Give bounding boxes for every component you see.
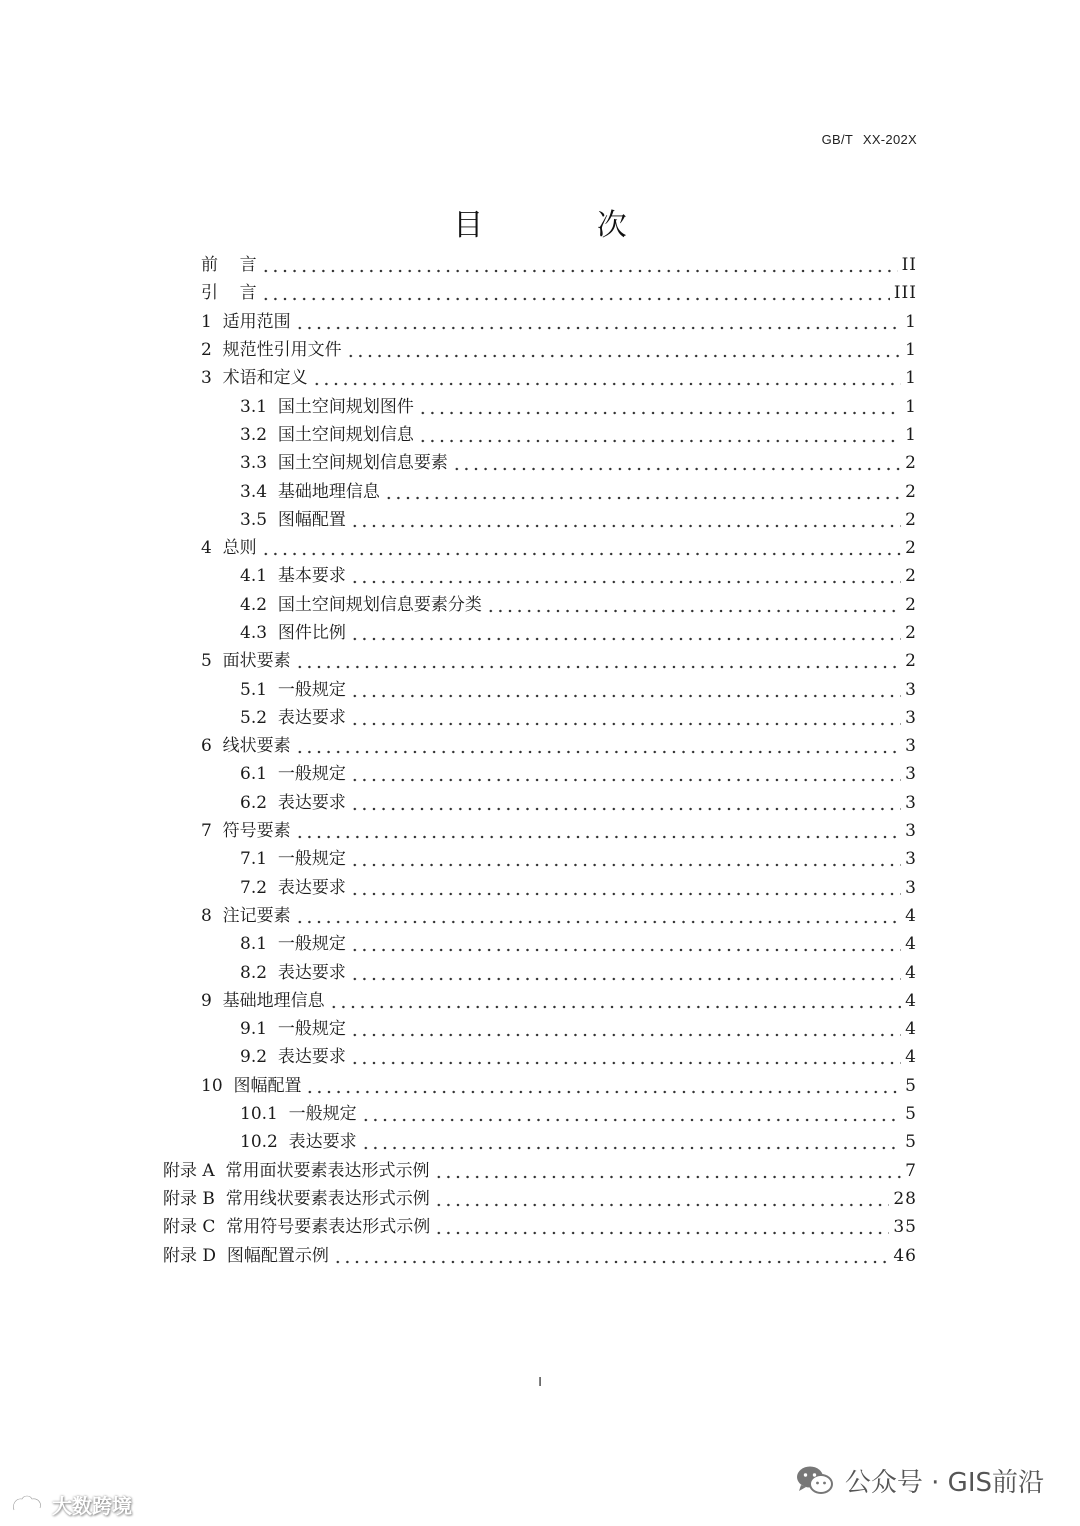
toc-entry-page: 3	[905, 679, 917, 700]
toc-entry[interactable]	[0, 647, 917, 675]
dot-leader	[312, 364, 902, 392]
toc-entry-page: 1	[905, 368, 917, 389]
toc-entry[interactable]	[0, 817, 917, 845]
toc-entry-label: 附录 B 常用线状要素表达形式示例	[163, 1188, 430, 1209]
toc-entry-label: 6 线状要素	[201, 736, 291, 757]
dot-leader	[295, 732, 902, 760]
toc-entry-label: 附录 D 图幅配置示例	[163, 1245, 329, 1266]
dot-leader	[350, 760, 901, 788]
dot-leader	[350, 704, 901, 732]
toc-entry-page: II	[901, 255, 917, 276]
toc-entry-page: 3	[905, 821, 917, 842]
toc-entry[interactable]	[0, 1241, 917, 1269]
toc-entry-page: III	[893, 283, 917, 304]
toc-entry-label: 前 言	[201, 255, 257, 276]
toc-entry-label: 3.4 基础地理信息	[240, 481, 380, 502]
toc-title: 目 次	[453, 208, 679, 243]
toc-entry[interactable]	[0, 506, 917, 534]
dot-leader	[350, 676, 901, 704]
toc-entry-page: 2	[905, 623, 917, 643]
toc-entry[interactable]	[0, 1015, 917, 1043]
dot-leader	[486, 591, 901, 619]
toc-entry-label: 3.2 国土空间规划信息	[240, 424, 414, 445]
toc-entry-label: 7.1 一般规定	[240, 849, 346, 870]
toc-entry-label: 附录 A 常用面状要素表达形式示例	[163, 1160, 430, 1181]
toc-entry-label: 1 适用范围	[201, 311, 291, 332]
toc-entry-page: 4	[905, 905, 917, 926]
toc-entry-label: 8.1 一般规定	[240, 934, 346, 955]
toc-entry-label: 6.1 一般规定	[240, 764, 346, 785]
toc-entry-page: 3	[905, 764, 917, 785]
toc-entry-page: 2	[905, 651, 917, 672]
toc-entry[interactable]	[0, 902, 917, 930]
toc-entry-label: 9.1 一般规定	[240, 1019, 346, 1040]
toc-entry-page: 3	[905, 849, 917, 870]
dot-leader	[350, 506, 901, 534]
page-number: I	[538, 1374, 542, 1389]
toc-entry-label: 7 符号要素	[201, 821, 291, 842]
toc-entry-label: 7.2 表达要求	[240, 877, 346, 898]
toc-entry-label: 5.1 一般规定	[240, 679, 346, 700]
watermark-left	[10, 1490, 132, 1519]
toc-entry-page: 28	[893, 1188, 917, 1209]
toc-entry-page: 35	[893, 1217, 917, 1238]
toc-entry[interactable]	[0, 930, 917, 958]
toc-entry[interactable]	[0, 789, 917, 817]
toc-entry-label: 3.5 图幅配置	[240, 509, 346, 530]
toc-entry[interactable]	[0, 364, 917, 392]
dot-leader	[418, 421, 901, 449]
toc-entry[interactable]	[0, 874, 917, 902]
toc-entry-page: 3	[905, 877, 917, 898]
toc-entry[interactable]	[0, 845, 917, 873]
toc-entry-page: 4	[905, 1047, 917, 1068]
toc-entry-label: 5 面状要素	[201, 651, 291, 672]
toc-entry[interactable]	[0, 279, 917, 307]
toc-entry-page: 2	[905, 453, 917, 474]
toc-entry[interactable]	[0, 760, 917, 788]
table-of-contents	[0, 251, 917, 1270]
dot-leader	[295, 817, 902, 845]
dot-leader	[305, 1072, 901, 1100]
toc-entry[interactable]	[0, 392, 917, 420]
toc-entry-page: 5	[905, 1075, 917, 1096]
wechat-icon	[795, 1464, 835, 1498]
toc-entry[interactable]	[0, 987, 917, 1015]
dot-leader	[350, 619, 901, 647]
toc-entry-label: 3 术语和定义	[201, 368, 308, 389]
toc-entry[interactable]	[0, 534, 917, 562]
toc-entry[interactable]	[0, 421, 917, 449]
dot-leader	[346, 336, 902, 364]
toc-entry-label: 附录 C 常用符号要素表达形式示例	[163, 1217, 431, 1238]
toc-entry-label: 8 注记要素	[201, 905, 291, 926]
toc-entry-label: 6.2 表达要求	[240, 792, 346, 813]
dot-leader	[350, 874, 901, 902]
toc-entry[interactable]	[0, 251, 917, 279]
toc-entry-page: 3	[905, 707, 917, 728]
toc-entry[interactable]	[0, 958, 917, 986]
toc-entry-label: 10 图幅配置	[201, 1075, 302, 1096]
dot-leader	[333, 1242, 890, 1270]
toc-entry-label: 9 基础地理信息	[201, 990, 325, 1011]
toc-entry[interactable]	[0, 1072, 917, 1100]
dot-leader	[261, 251, 898, 279]
toc-entry-page: 7	[905, 1160, 917, 1181]
toc-entry-page: 1	[905, 424, 917, 445]
toc-entry-label: 3.1 国土空间规划图件	[240, 396, 414, 417]
toc-entry-page: 4	[905, 990, 917, 1011]
dot-leader	[350, 1043, 901, 1071]
dot-leader	[261, 279, 890, 307]
toc-entry-page: 1	[905, 340, 917, 361]
toc-entry[interactable]	[0, 449, 917, 477]
watermark-left-text: 大数跨境	[52, 1494, 132, 1518]
dot-leader	[329, 987, 902, 1015]
toc-entry-page: 1	[905, 396, 917, 417]
toc-entry-page: 46	[893, 1245, 917, 1266]
dot-leader	[350, 845, 901, 873]
toc-entry[interactable]	[0, 1043, 917, 1071]
toc-entry-label: 3.3 国土空间规划信息要素	[240, 453, 448, 474]
toc-entry[interactable]	[0, 562, 917, 590]
toc-entry-page: 2	[905, 538, 917, 559]
toc-entry-label: 8.2 表达要求	[240, 962, 346, 983]
toc-entry-page: 5	[905, 1132, 917, 1153]
toc-entry[interactable]	[0, 675, 917, 703]
watermark-right-text: 公众号 · GIS前沿	[844, 1468, 1044, 1498]
dot-leader	[295, 647, 902, 675]
dot-leader	[361, 1128, 902, 1156]
toc-entry-label: 10.2 表达要求	[240, 1132, 357, 1153]
toc-entry-label: 9.2 表达要求	[240, 1047, 346, 1068]
dot-leader	[418, 393, 901, 421]
dot-leader	[350, 930, 901, 958]
dot-leader	[434, 1185, 890, 1213]
toc-entry-page: 1	[905, 311, 917, 332]
toc-entry-label: 10.1 一般规定	[240, 1104, 357, 1125]
dot-leader	[261, 534, 902, 562]
standard-code: GB/T XX-202X	[821, 132, 917, 147]
toc-entry[interactable]	[0, 591, 917, 619]
toc-entry-page: 4	[905, 934, 917, 955]
dot-leader	[452, 449, 901, 477]
toc-entry[interactable]	[0, 1157, 917, 1185]
brand-logo-icon	[10, 1494, 46, 1516]
toc-entry-label: 4.1 基本要求	[240, 566, 346, 587]
toc-entry-page: 2	[905, 481, 917, 502]
toc-entry[interactable]	[0, 619, 917, 647]
toc-entry[interactable]	[0, 308, 917, 336]
toc-entry[interactable]	[0, 1185, 917, 1213]
watermark-right	[795, 1462, 1044, 1499]
toc-entry[interactable]	[0, 732, 917, 760]
dot-leader	[350, 1015, 901, 1043]
toc-entry[interactable]	[0, 477, 917, 505]
toc-entry[interactable]	[0, 1128, 917, 1156]
toc-entry-label: 5.2 表达要求	[240, 707, 346, 728]
toc-entry-page: 4	[905, 962, 917, 983]
dot-leader	[361, 1100, 902, 1128]
toc-entry-page: 2	[905, 566, 917, 587]
toc-entry-page: 3	[905, 736, 917, 757]
toc-entry-label: 4.3 图件比例	[240, 623, 346, 643]
dot-leader	[434, 1157, 902, 1185]
toc-entry[interactable]	[0, 1100, 917, 1128]
toc-entry-page: 5	[905, 1104, 917, 1125]
toc-entry-label: 引 言	[201, 283, 257, 304]
dot-leader	[384, 478, 901, 506]
toc-entry[interactable]	[0, 704, 917, 732]
toc-entry-label: 2 规范性引用文件	[201, 340, 342, 361]
dot-leader	[350, 562, 901, 590]
dot-leader	[434, 1213, 889, 1241]
dot-leader	[295, 308, 902, 336]
dot-leader	[350, 789, 901, 817]
toc-entry-label: 4 总则	[201, 538, 257, 559]
toc-entry-page: 4	[905, 1019, 917, 1040]
dot-leader	[295, 902, 902, 930]
toc-entry[interactable]	[0, 1213, 917, 1241]
toc-entry-label: 4.2 国土空间规划信息要素分类	[240, 594, 482, 615]
toc-entry-page: 3	[905, 792, 917, 813]
toc-entry-page: 2	[905, 509, 917, 530]
toc-entry[interactable]	[0, 336, 917, 364]
toc-entry-page: 2	[905, 594, 917, 615]
dot-leader	[350, 959, 901, 987]
